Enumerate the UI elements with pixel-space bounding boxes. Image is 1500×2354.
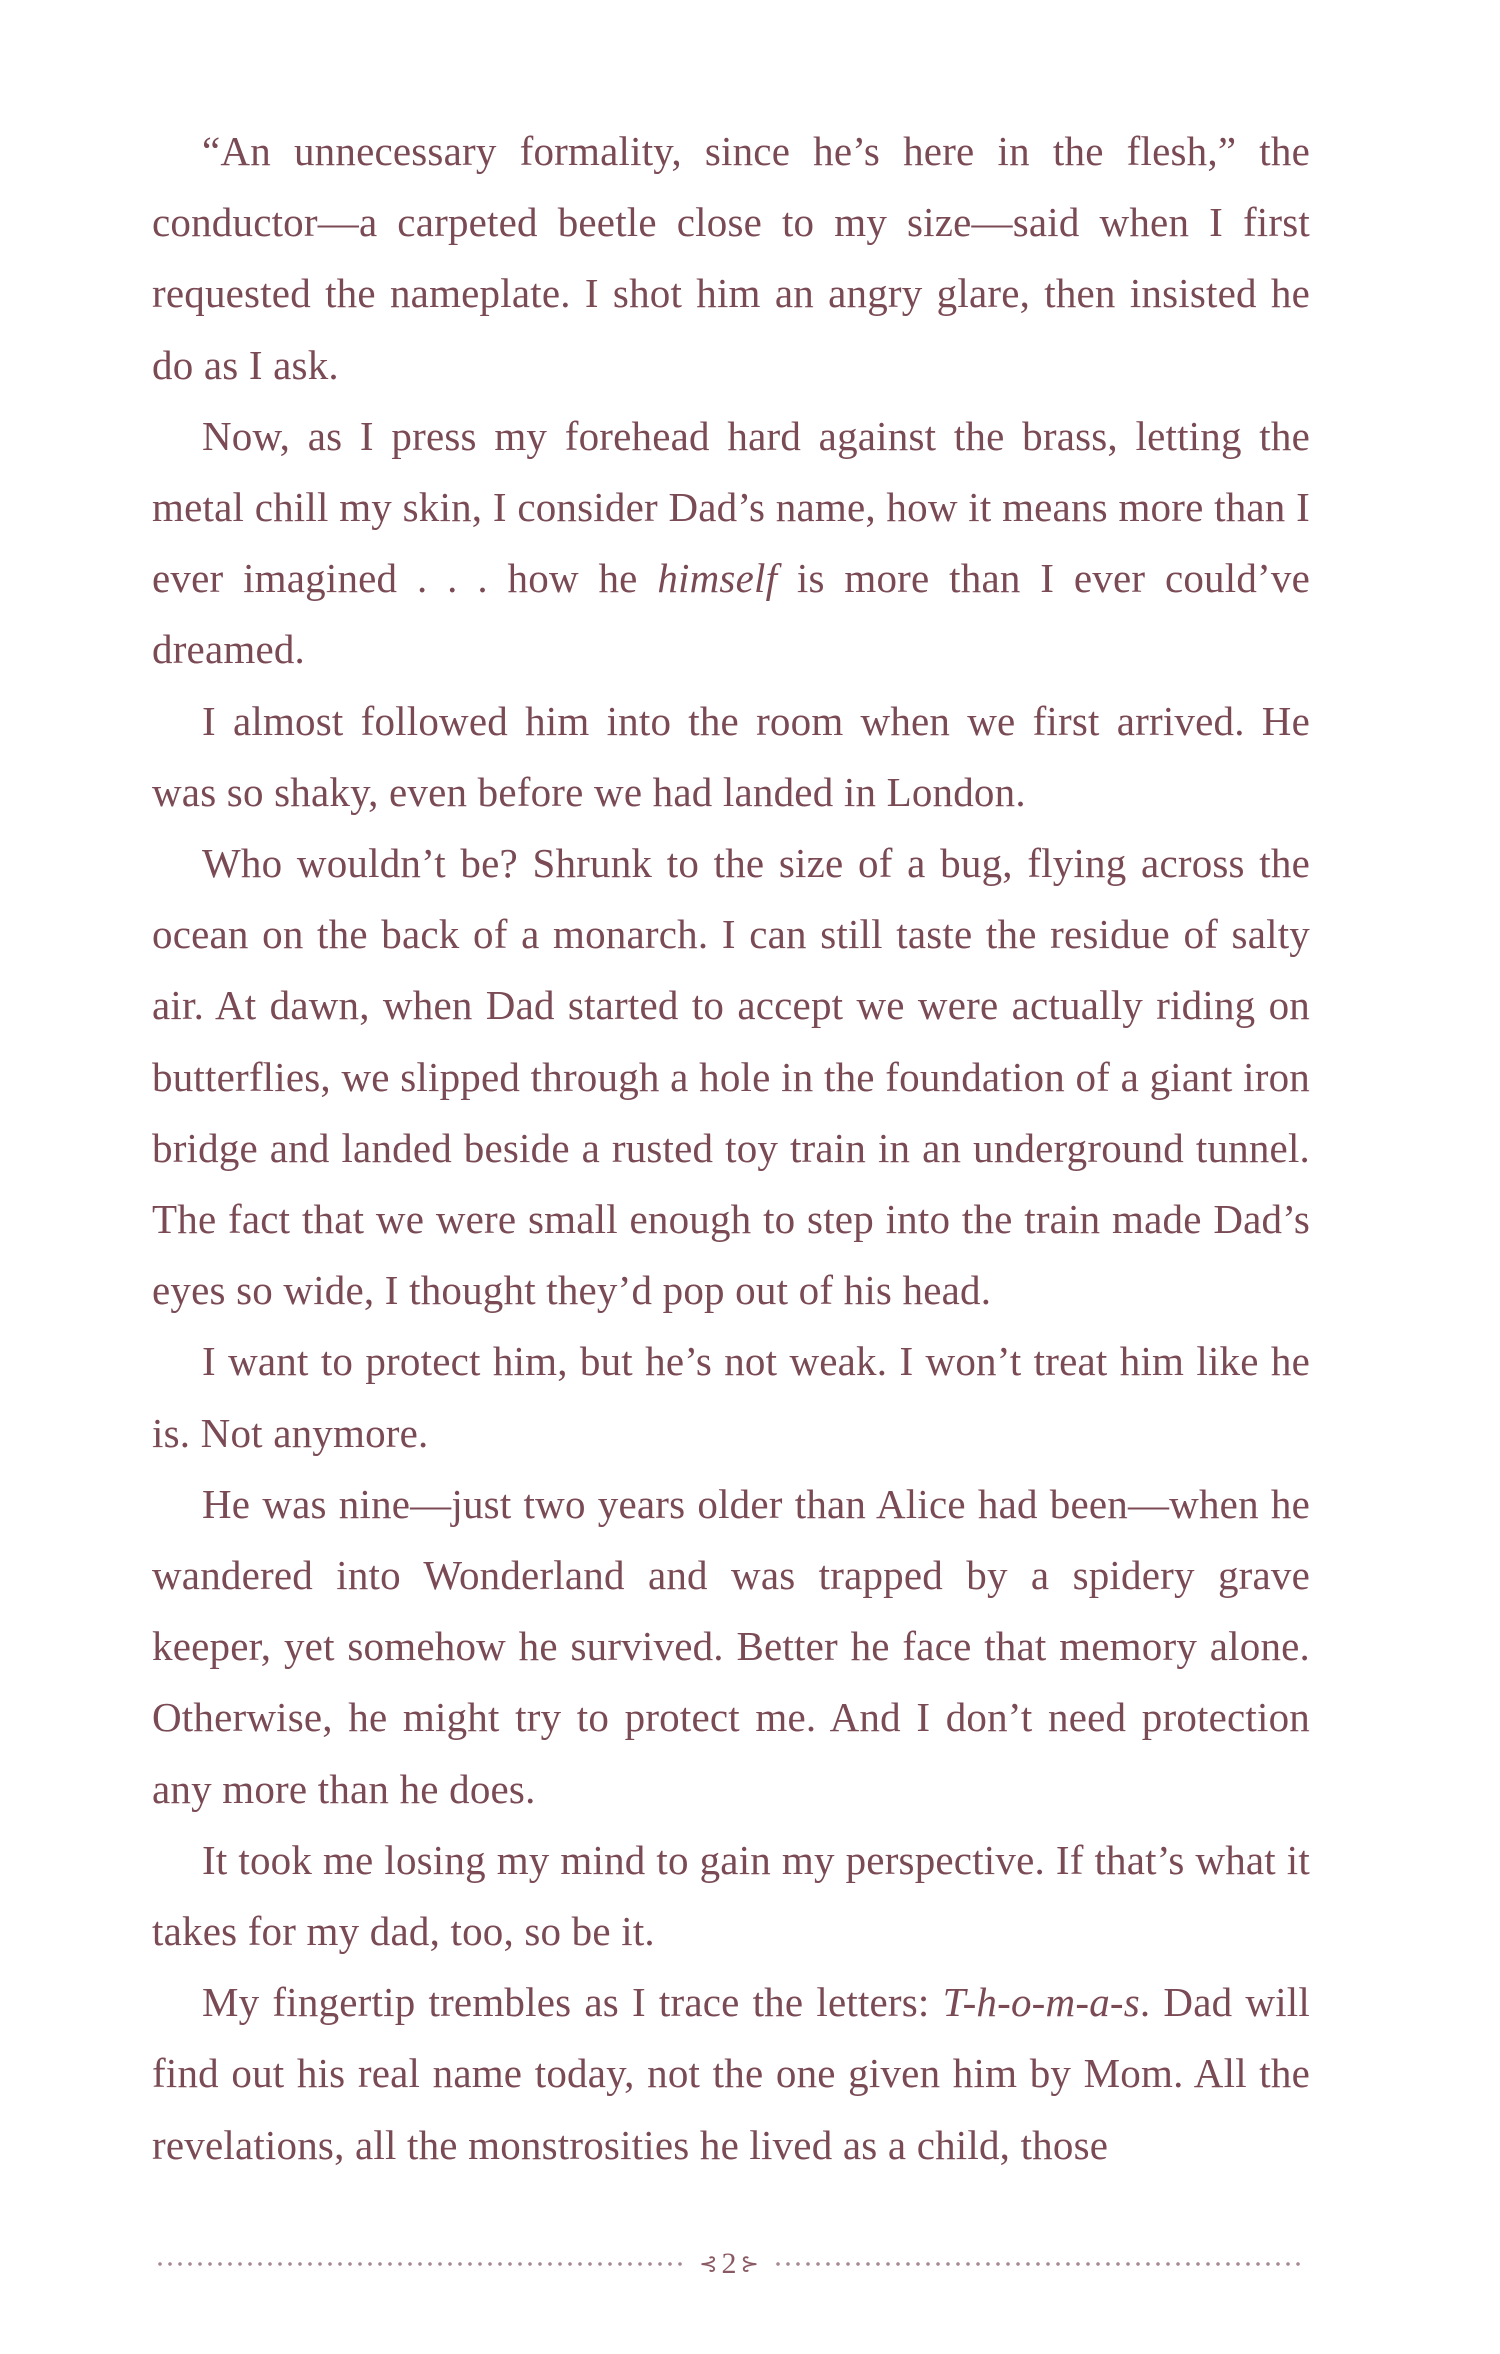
paragraph-text: . Dad will find out his real name today, not the one given him by Mom. All the revelations, all the monstrosities he lived as a child, those [152, 1979, 1310, 2168]
paragraph [152, 116, 1310, 401]
paragraph-text: “An unnecessary formality, since he’s here in the flesh,” the conductor—a carpeted beetle close to my size—said when I first requested the nameplate. I shot him an angry glare, then insisted he do as I ask. [152, 128, 1310, 388]
page-footer [155, 2244, 1303, 2284]
paragraph [152, 401, 1310, 686]
paragraph-text: It took me losing my mind to gain my perspective. If that’s what it takes for my dad, too, so be it. [152, 1836, 1310, 1955]
paragraph [152, 1825, 1310, 1967]
paragraph [152, 1967, 1310, 2181]
paragraph [152, 686, 1310, 828]
paragraph-text: My fingertip trembles as I trace the letters: [202, 1979, 943, 2026]
left-ornament-icon: ⊰ [699, 2251, 718, 2276]
page-number: 2 [721, 2247, 737, 2280]
body-text [152, 116, 1310, 2181]
paragraph [152, 1469, 1310, 1825]
paragraph [152, 1326, 1310, 1468]
paragraph-text: I almost followed him into the room when we first arrived. He was so shaky, even before we had landed in London. [152, 697, 1310, 815]
paragraph [152, 828, 1310, 1326]
right-ornament-icon: ⊱ [740, 2251, 759, 2276]
paragraph-text: is more than I ever could’ve dreamed. [152, 555, 1311, 673]
folio [685, 2247, 773, 2281]
dotted-rule-right [773, 2262, 1303, 2266]
paragraph-italic: himself [657, 555, 778, 602]
paragraph-text: He was nine—just two years older than Alice had been—when he wandered into Wonderland and was trapped by a spidery grave keeper, yet somehow he survived. Better he face that memory alone. Otherwise, he might try to protect me. And I don’t need protection any more than he does. [152, 1480, 1310, 1812]
paragraph-text: I want to protect him, but he’s not weak. I won’t treat him like he is. Not anymore. [152, 1338, 1310, 1456]
dotted-rule-left [155, 2262, 685, 2266]
paragraph-text: Now, as I press my forehead hard against the brass, letting the metal chill my skin, I consider Dad’s name, how it means more than I ever imagined . . . how he [152, 412, 1310, 602]
paragraph-italic: T-h-o-m-a-s [942, 1979, 1140, 2026]
paragraph-text: Who wouldn’t be? Shrunk to the size of a bug, flying across the ocean on the back of a monarch. I can still taste the residue of salty air. At dawn, when Dad started to accept we were actually riding on butterflies, we slipped through a hole in the foundation of a giant iron bridge and landed beside a rusted toy train in an underground tunnel. The fact that we were small enough to step into the train made Dad’s eyes so wide, I thought they’d pop out of his head. [152, 840, 1310, 1314]
